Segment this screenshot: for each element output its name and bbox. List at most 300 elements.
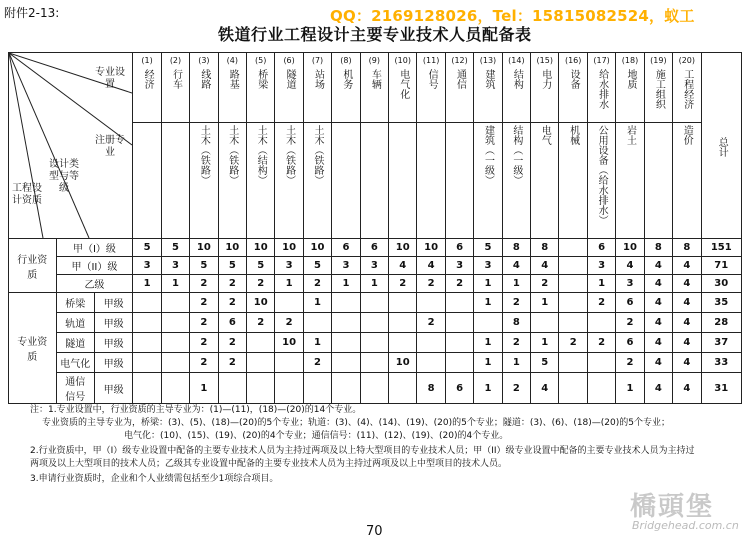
- value-cell: 3: [616, 275, 644, 293]
- column-number: (15): [536, 56, 553, 65]
- value-cell: 4: [531, 257, 559, 275]
- value-cell: 6: [332, 239, 360, 257]
- column-header-specialty: [161, 53, 189, 123]
- value-cell: 4: [673, 373, 701, 404]
- column-header-registered: [644, 123, 672, 239]
- value-cell: 3: [161, 257, 189, 275]
- value-cell: 2: [275, 313, 303, 333]
- value-cell: [360, 313, 388, 333]
- column-header-specialty: [644, 53, 672, 123]
- value-cell: [133, 333, 161, 353]
- column-registered-specialty: 土木（铁路）: [312, 125, 324, 186]
- value-cell: [389, 293, 417, 313]
- value-cell: 1: [332, 275, 360, 293]
- value-cell: 2: [559, 333, 587, 353]
- column-registered-specialty: 土木（铁路）: [226, 125, 238, 186]
- column-header-registered: [247, 123, 275, 239]
- column-registered-specialty: 土木（铁路）: [198, 125, 210, 186]
- value-cell: 5: [531, 353, 559, 373]
- value-cell: [303, 373, 331, 404]
- table-row: [9, 313, 742, 333]
- value-cell: [161, 353, 189, 373]
- label-specialty-setting: 专业设置: [95, 67, 125, 90]
- value-cell: 5: [247, 257, 275, 275]
- column-specialty-name: 施工组织: [653, 69, 665, 109]
- value-cell: 1: [531, 333, 559, 353]
- value-cell: 2: [190, 275, 218, 293]
- value-cell: 4: [673, 275, 701, 293]
- contact-watermark: QQ：2169128026，Tel：15815082524，蚁工: [330, 7, 695, 25]
- group-specialty-qualification: 专业资质: [9, 293, 57, 404]
- column-header-specialty: [616, 53, 644, 123]
- value-cell: 6: [360, 239, 388, 257]
- column-specialty-name: 结构: [511, 69, 523, 89]
- value-cell: 4: [644, 293, 672, 313]
- value-cell: 1: [474, 275, 502, 293]
- column-number: (12): [451, 56, 468, 65]
- value-cell: 10: [247, 293, 275, 313]
- column-header-registered: [445, 123, 473, 239]
- value-cell: 2: [247, 275, 275, 293]
- column-number: (20): [678, 56, 695, 65]
- note-line: 3.申请行业资质时，企业和个人业绩需包括至少1项综合项目。: [30, 474, 279, 484]
- value-cell: [161, 293, 189, 313]
- total-cell: 31: [701, 373, 742, 404]
- value-cell: [275, 353, 303, 373]
- value-cell: [559, 293, 587, 313]
- column-header-registered: [389, 123, 417, 239]
- value-cell: [389, 373, 417, 404]
- value-cell: 8: [417, 373, 445, 404]
- value-cell: 4: [673, 257, 701, 275]
- column-header-registered: [303, 123, 331, 239]
- value-cell: 2: [218, 275, 246, 293]
- column-registered-specialty: 公用设备（给水排水）: [596, 125, 608, 226]
- column-number: (9): [368, 56, 380, 65]
- column-header-specialty: [332, 53, 360, 123]
- column-specialty-name: 机务: [340, 69, 352, 89]
- grade-label: 甲（II）级: [56, 257, 133, 275]
- value-cell: [360, 373, 388, 404]
- note-line: 电气化：(10)、(15)、(19)、(20)的4个专业；通信信号：(11)、(12)、(19)、(20)的4个专业。: [124, 431, 509, 441]
- column-header-specialty: [417, 53, 445, 123]
- value-cell: 5: [161, 239, 189, 257]
- staffing-table: [8, 52, 742, 404]
- column-number: (5): [255, 56, 267, 65]
- column-header-registered: [133, 123, 161, 239]
- value-cell: 1: [190, 373, 218, 404]
- value-cell: 2: [417, 313, 445, 333]
- value-cell: 1: [587, 275, 615, 293]
- value-cell: [474, 313, 502, 333]
- value-cell: [587, 313, 615, 333]
- value-cell: [445, 313, 473, 333]
- column-header-specialty: [502, 53, 530, 123]
- header-total: [701, 53, 742, 239]
- table-row: [9, 333, 742, 353]
- value-cell: 4: [616, 257, 644, 275]
- value-cell: 2: [303, 275, 331, 293]
- site-url-watermark: Bridgehead.com.cn: [632, 519, 739, 532]
- figure-label: 附件2-13:: [4, 6, 60, 20]
- column-header-registered: [531, 123, 559, 239]
- column-header-registered: [161, 123, 189, 239]
- column-number: (14): [508, 56, 525, 65]
- value-cell: [360, 293, 388, 313]
- grade-label: 甲（I）级: [56, 239, 133, 257]
- value-cell: 2: [531, 275, 559, 293]
- column-number: (13): [479, 56, 497, 65]
- value-cell: 4: [531, 373, 559, 404]
- value-cell: 10: [389, 353, 417, 373]
- grade-label: 甲级: [94, 293, 132, 313]
- column-header-registered: [616, 123, 644, 239]
- value-cell: [332, 373, 360, 404]
- column-number: (18): [621, 56, 639, 65]
- table-row: [9, 257, 742, 275]
- value-cell: 4: [417, 257, 445, 275]
- column-header-specialty: [190, 53, 218, 123]
- column-specialty-name: 建筑: [482, 69, 494, 89]
- column-number: (7): [311, 56, 324, 65]
- column-header-specialty: [673, 53, 701, 123]
- column-header-specialty: [389, 53, 417, 123]
- value-cell: 1: [616, 373, 644, 404]
- table-row: [9, 373, 742, 404]
- value-cell: [559, 257, 587, 275]
- value-cell: 1: [275, 275, 303, 293]
- column-header-specialty: [445, 53, 473, 123]
- value-cell: 2: [218, 353, 246, 373]
- value-cell: 1: [474, 353, 502, 373]
- value-cell: 1: [474, 333, 502, 353]
- value-cell: [133, 353, 161, 373]
- value-cell: 4: [644, 275, 672, 293]
- value-cell: [303, 313, 331, 333]
- table-row: [9, 239, 742, 257]
- value-cell: [275, 293, 303, 313]
- value-cell: 3: [133, 257, 161, 275]
- column-specialty-name: 桥梁: [255, 69, 267, 89]
- column-specialty-name: 路基: [227, 69, 239, 89]
- value-cell: 3: [474, 257, 502, 275]
- value-cell: 1: [474, 373, 502, 404]
- notes-block: [30, 404, 740, 486]
- value-cell: 2: [417, 275, 445, 293]
- value-cell: 3: [587, 257, 615, 275]
- value-cell: [332, 333, 360, 353]
- column-specialty-name: 电力: [539, 69, 551, 89]
- value-cell: 5: [303, 257, 331, 275]
- column-header-specialty: [275, 53, 303, 123]
- value-cell: 10: [417, 239, 445, 257]
- column-specialty-name: 隧道: [284, 69, 296, 89]
- column-header-specialty: [531, 53, 559, 123]
- column-registered-specialty: 土木（铁路）: [283, 125, 295, 186]
- value-cell: [161, 313, 189, 333]
- grade-label: 甲级: [94, 373, 132, 404]
- value-cell: 3: [332, 257, 360, 275]
- value-cell: 8: [502, 239, 530, 257]
- value-cell: 5: [133, 239, 161, 257]
- value-cell: 1: [531, 293, 559, 313]
- value-cell: 10: [275, 333, 303, 353]
- column-header-registered: [190, 123, 218, 239]
- value-cell: [531, 313, 559, 333]
- value-cell: 5: [218, 257, 246, 275]
- value-cell: [389, 313, 417, 333]
- value-cell: 2: [218, 333, 246, 353]
- value-cell: 4: [673, 293, 701, 313]
- specialty-name: 通信信号: [56, 373, 94, 404]
- label-design-type-grade: 设计类型与等级: [49, 159, 79, 194]
- value-cell: 2: [303, 353, 331, 373]
- value-cell: [389, 333, 417, 353]
- value-cell: [360, 333, 388, 353]
- value-cell: 4: [673, 333, 701, 353]
- column-registered-specialty: 机械: [567, 125, 579, 146]
- diagonal-line: [9, 53, 43, 238]
- site-logo-watermark: 橋頭堡: [630, 492, 715, 522]
- column-header-registered: [332, 123, 360, 239]
- value-cell: [218, 373, 246, 404]
- group-industry-qualification: 行业资质: [9, 239, 57, 293]
- value-cell: [133, 313, 161, 333]
- column-header-specialty: [218, 53, 246, 123]
- total-cell: 37: [701, 333, 742, 353]
- column-number: (19): [650, 56, 667, 65]
- diagonal-line: [9, 53, 89, 238]
- value-cell: [417, 353, 445, 373]
- value-cell: 10: [190, 239, 218, 257]
- value-cell: [445, 333, 473, 353]
- value-cell: [417, 333, 445, 353]
- column-number: (16): [564, 56, 582, 65]
- column-specialty-name: 行车: [170, 69, 182, 89]
- note-line: 专业资质的主导专业为，桥梁：(3)、(5)、(18)—(20)的5个专业；轨道：(3)、(4)、(14)、(19)、(20)的5个专业；隧道：(3)、(6)、(18)—(20)的5个专业；: [42, 418, 670, 428]
- label-qualification: 工程设计资质: [12, 183, 42, 206]
- value-cell: 6: [616, 293, 644, 313]
- note-line: 2.行业资质中，甲（I）级专业设置中配备的主要专业技术人员为主持过两项及以上特大型项目的专业技术人员；甲（II）级专业设置中配备的主要专业技术人员为主持过: [30, 446, 695, 456]
- value-cell: 6: [587, 239, 615, 257]
- column-specialty-name: 给水排水: [596, 69, 608, 109]
- value-cell: [161, 333, 189, 353]
- value-cell: 2: [502, 333, 530, 353]
- column-number: (17): [593, 56, 610, 65]
- value-cell: [247, 373, 275, 404]
- value-cell: 2: [502, 293, 530, 313]
- value-cell: 2: [587, 333, 615, 353]
- value-cell: 1: [161, 275, 189, 293]
- column-header-specialty: [559, 53, 587, 123]
- column-number: (11): [422, 56, 440, 65]
- column-header-registered: [417, 123, 445, 239]
- value-cell: 3: [275, 257, 303, 275]
- column-registered-specialty: 造价: [681, 125, 693, 146]
- column-registered-specialty: 土木（结构）: [255, 125, 267, 186]
- column-specialty-name: 电气化: [397, 69, 409, 99]
- value-cell: [417, 293, 445, 313]
- total-cell: 71: [701, 257, 742, 275]
- value-cell: 10: [303, 239, 331, 257]
- value-cell: 2: [502, 373, 530, 404]
- column-number: (8): [340, 56, 352, 65]
- column-header-specialty: [247, 53, 275, 123]
- value-cell: 2: [218, 293, 246, 313]
- total-cell: 33: [701, 353, 742, 373]
- total-label: 总计: [716, 136, 728, 157]
- column-specialty-name: 车辆: [369, 69, 381, 89]
- value-cell: 4: [644, 333, 672, 353]
- grade-label: 甲级: [94, 313, 132, 333]
- value-cell: 6: [445, 239, 473, 257]
- value-cell: 4: [673, 313, 701, 333]
- label-registered-specialty: 注册专业: [95, 135, 125, 158]
- value-cell: 10: [247, 239, 275, 257]
- column-specialty-name: 站场: [312, 69, 324, 89]
- value-cell: [587, 353, 615, 373]
- column-number: (1): [141, 56, 153, 65]
- column-header-registered: [218, 123, 246, 239]
- value-cell: [161, 373, 189, 404]
- specialty-name: 隧道: [56, 333, 94, 353]
- column-specialty-name: 经济: [142, 69, 154, 89]
- note-line: 两项及以上大型项目的技术人员；乙级其专业设置中配备的主要专业技术人员为主持过两项及以上中型项目的技术人员。: [30, 459, 508, 469]
- column-specialty-name: 工程经济: [681, 69, 693, 109]
- value-cell: 3: [360, 257, 388, 275]
- grade-label: 乙级: [56, 275, 133, 293]
- column-header-registered: [559, 123, 587, 239]
- column-number: (4): [226, 56, 238, 65]
- value-cell: [559, 275, 587, 293]
- value-cell: 1: [133, 275, 161, 293]
- column-specialty-name: 线路: [198, 69, 210, 89]
- value-cell: 5: [190, 257, 218, 275]
- total-cell: 35: [701, 293, 742, 313]
- column-header-registered: [587, 123, 615, 239]
- value-cell: [587, 373, 615, 404]
- column-registered-specialty: 电气: [539, 125, 551, 146]
- table-row: [9, 275, 742, 293]
- column-number: (6): [283, 56, 295, 65]
- value-cell: 1: [474, 293, 502, 313]
- value-cell: 8: [502, 313, 530, 333]
- value-cell: 2: [247, 313, 275, 333]
- column-number: (10): [394, 56, 411, 65]
- value-cell: 4: [644, 313, 672, 333]
- column-specialty-name: 设备: [568, 69, 580, 89]
- value-cell: 2: [190, 333, 218, 353]
- column-specialty-name: 信号: [426, 69, 438, 89]
- page-number: 70: [366, 524, 383, 539]
- value-cell: [445, 353, 473, 373]
- value-cell: [445, 293, 473, 313]
- value-cell: [559, 373, 587, 404]
- column-number: (2): [169, 56, 182, 65]
- value-cell: [559, 313, 587, 333]
- header-corner: [9, 53, 133, 239]
- value-cell: 1: [303, 293, 331, 313]
- column-header-specialty: [133, 53, 161, 123]
- value-cell: 4: [389, 257, 417, 275]
- value-cell: 5: [474, 239, 502, 257]
- value-cell: 4: [644, 373, 672, 404]
- grade-label: 甲级: [94, 353, 132, 373]
- value-cell: 2: [389, 275, 417, 293]
- value-cell: [247, 333, 275, 353]
- total-cell: 151: [701, 239, 742, 257]
- value-cell: 8: [531, 239, 559, 257]
- value-cell: 6: [218, 313, 246, 333]
- value-cell: 2: [190, 293, 218, 313]
- value-cell: [332, 353, 360, 373]
- value-cell: [360, 353, 388, 373]
- value-cell: 4: [502, 257, 530, 275]
- column-header-registered: [360, 123, 388, 239]
- column-registered-specialty: 结构（一级）: [510, 125, 522, 186]
- value-cell: 10: [389, 239, 417, 257]
- column-header-registered: [275, 123, 303, 239]
- value-cell: [559, 239, 587, 257]
- column-header-registered: [474, 123, 502, 239]
- value-cell: 1: [303, 333, 331, 353]
- column-registered-specialty: 岩土: [624, 125, 636, 146]
- specialty-name: 轨道: [56, 313, 94, 333]
- value-cell: 3: [445, 257, 473, 275]
- value-cell: [133, 373, 161, 404]
- value-cell: 10: [218, 239, 246, 257]
- value-cell: 8: [644, 239, 672, 257]
- column-registered-specialty: 建筑（一级）: [482, 125, 494, 186]
- specialty-name: 电气化: [56, 353, 94, 373]
- note-line: 注：1.专业设置中，行业资质的主导专业为：(1)—(11)，(18)—(20)的14个专业。: [30, 405, 362, 415]
- column-header-specialty: [303, 53, 331, 123]
- value-cell: 2: [445, 275, 473, 293]
- value-cell: 4: [673, 353, 701, 373]
- total-cell: 30: [701, 275, 742, 293]
- column-header-registered: [502, 123, 530, 239]
- value-cell: [332, 293, 360, 313]
- column-specialty-name: 地质: [624, 69, 636, 89]
- column-header-specialty: [360, 53, 388, 123]
- value-cell: [275, 373, 303, 404]
- column-header-registered: [673, 123, 701, 239]
- value-cell: 2: [616, 353, 644, 373]
- value-cell: 1: [502, 275, 530, 293]
- grade-label: 甲级: [94, 333, 132, 353]
- value-cell: 1: [360, 275, 388, 293]
- value-cell: 4: [644, 353, 672, 373]
- document-title: 铁道行业工程设计主要专业技术人员配备表: [218, 25, 532, 44]
- value-cell: 1: [502, 353, 530, 373]
- value-cell: 2: [587, 293, 615, 313]
- total-cell: 28: [701, 313, 742, 333]
- column-header-specialty: [587, 53, 615, 123]
- value-cell: 2: [190, 313, 218, 333]
- value-cell: 6: [616, 333, 644, 353]
- value-cell: 6: [445, 373, 473, 404]
- specialty-name: 桥梁: [56, 293, 94, 313]
- header-row-specialty: [9, 53, 742, 123]
- value-cell: [559, 353, 587, 373]
- value-cell: [332, 313, 360, 333]
- value-cell: 10: [616, 239, 644, 257]
- value-cell: 4: [644, 257, 672, 275]
- column-header-specialty: [474, 53, 502, 123]
- value-cell: [247, 353, 275, 373]
- column-specialty-name: 通信: [454, 69, 466, 89]
- value-cell: 8: [673, 239, 701, 257]
